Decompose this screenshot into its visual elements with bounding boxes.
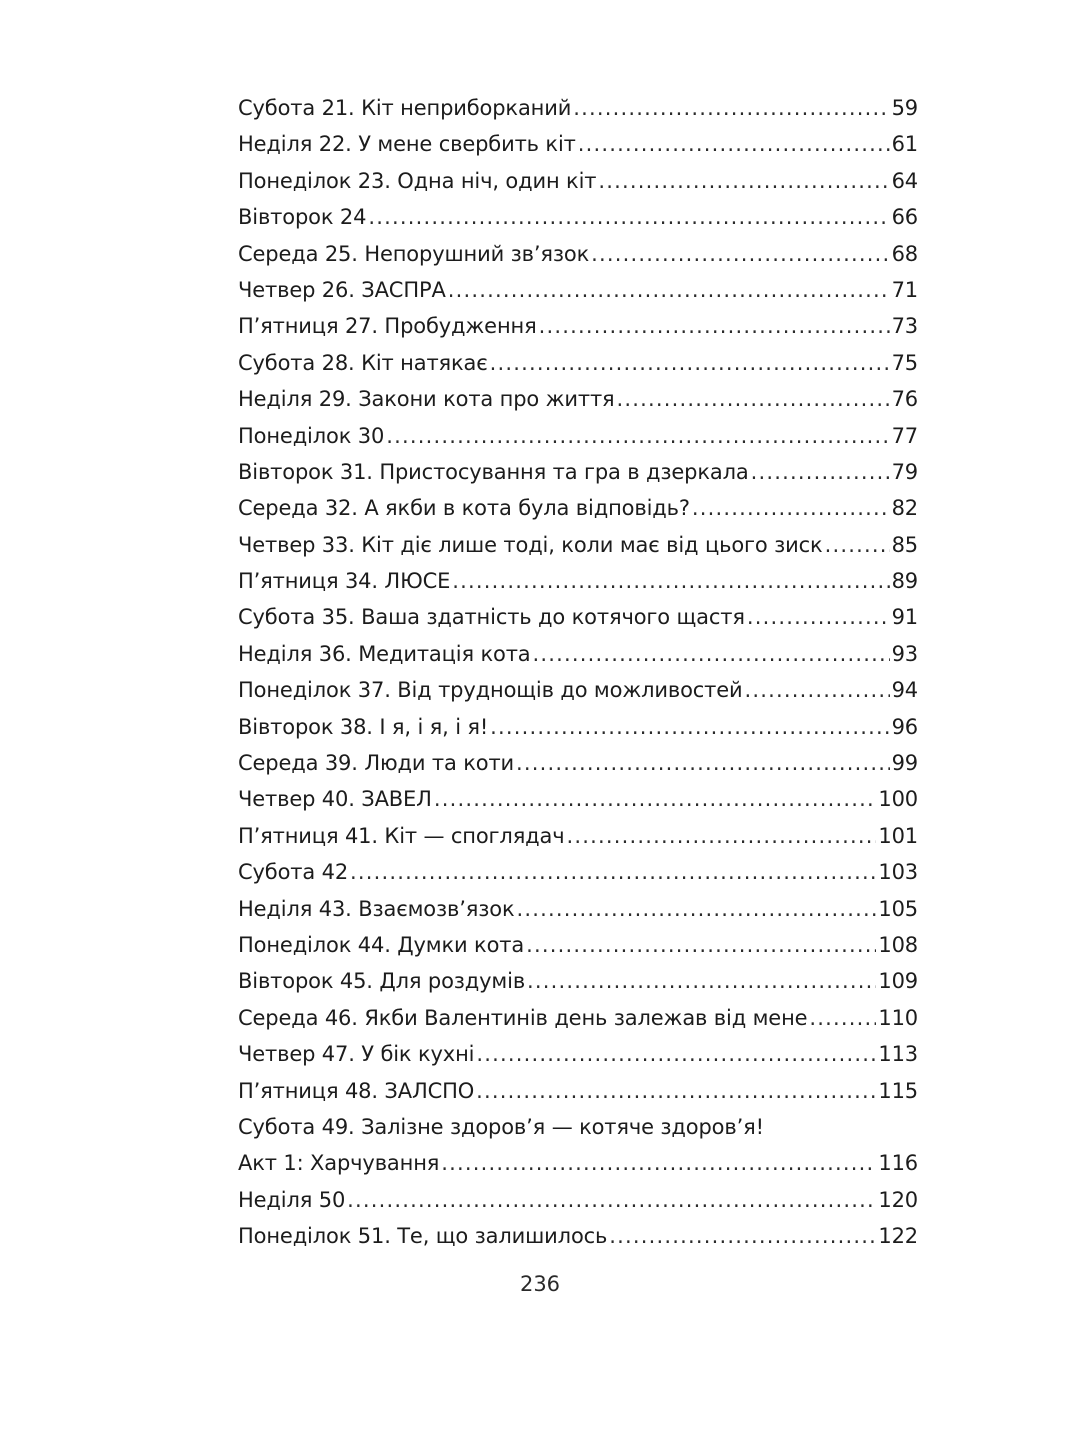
toc-entry-page-number: 116 (878, 1151, 918, 1176)
toc-dot-leader (476, 1073, 876, 1109)
toc-entry-page-number: 108 (878, 932, 918, 957)
toc-dot-leader (578, 126, 890, 162)
toc-entry-title: Субота 42 (238, 860, 349, 885)
toc-entry-page-number: 91 (891, 605, 918, 630)
toc-dot-leader (476, 1036, 876, 1072)
toc-dot-leader (692, 490, 890, 526)
toc-dot-leader (591, 236, 889, 272)
toc-entry-title: Неділя 29. Закони кота про життя (238, 387, 615, 412)
toc-entry-title: Неділя 22. У мене свербить кіт (238, 132, 576, 157)
toc-entry-title: Субота 21. Кіт неприборканий (238, 96, 572, 120)
toc-entry-page-number: 82 (891, 496, 918, 521)
table-of-contents (238, 90, 918, 1255)
toc-entry-title: Понеділок 51. Те, що залишилось (238, 1224, 608, 1249)
toc-dot-leader (751, 454, 890, 490)
toc-entry (238, 854, 918, 890)
toc-entry-page-number: 101 (878, 823, 918, 848)
toc-dot-leader (452, 563, 889, 599)
toc-entry (238, 490, 918, 526)
toc-entry-title: П’ятниця 41. Кіт — споглядач (238, 823, 565, 848)
toc-entry-page-number: 113 (878, 1042, 918, 1067)
toc-entry (238, 927, 918, 963)
toc-entry (238, 781, 918, 817)
toc-entry-page-number: 59 (891, 96, 918, 120)
toc-entry (238, 163, 918, 199)
toc-entry-title: Четвер 26. ЗАСПРА (238, 277, 446, 302)
toc-entry-title: Середа 39. Люди та коти (238, 751, 515, 776)
toc-entry (238, 1182, 918, 1218)
toc-entry-page-number: 110 (878, 1005, 918, 1030)
toc-entry (238, 745, 918, 781)
toc-dot-leader (516, 745, 890, 781)
toc-entry (238, 199, 918, 235)
toc-entry (238, 308, 918, 344)
toc-entry (238, 1145, 918, 1181)
toc-entry-title: П’ятниця 34. ЛЮСЕ (238, 569, 451, 594)
toc-entry (238, 1073, 918, 1109)
toc-entry-title: Четвер 40. ЗАВЕЛ (238, 787, 432, 812)
toc-entry-title: Субота 49. Залізне здоров’я — котяче здоров’я! (238, 1114, 764, 1139)
toc-dot-leader (526, 927, 876, 963)
toc-entry (238, 818, 918, 854)
toc-entry (238, 636, 918, 672)
toc-entry (238, 672, 918, 708)
toc-dot-leader (567, 818, 877, 854)
toc-entry-title: Вівторок 38. І я, і я, і я! (238, 714, 489, 739)
toc-entry-page-number: 64 (891, 168, 918, 193)
toc-entry (238, 527, 918, 563)
toc-entry-page-number: 96 (891, 714, 918, 739)
toc-entry (238, 891, 918, 927)
toc-entry-title: Середа 46. Якби Валентинів день залежав від мене (238, 1005, 808, 1030)
toc-entry (238, 236, 918, 272)
toc-entry-title: Середа 25. Непорушний зв’язок (238, 241, 590, 266)
toc-entry-page-number: 71 (891, 277, 918, 302)
toc-entry-page-number: 93 (891, 641, 918, 666)
toc-entry-title: Неділя 36. Медитація кота (238, 641, 531, 666)
page-number: 236 (519, 1272, 561, 1296)
toc-entry (238, 126, 918, 162)
toc-entry-page-number: 76 (891, 387, 918, 412)
toc-dot-leader (448, 272, 890, 308)
toc-entry-page-number: 109 (878, 969, 918, 994)
toc-entry-page-number: 103 (878, 860, 918, 885)
toc-entry-title: Четвер 47. У бік кухні (238, 1042, 475, 1067)
toc-entry-title: Понеділок 30 (238, 423, 385, 448)
toc-entry-title: Понеділок 37. Від труднощів до можливостей (238, 678, 743, 703)
toc-entry-page-number: 105 (878, 896, 918, 921)
toc-entry-title: Понеділок 23. Одна ніч, один кіт (238, 168, 597, 193)
toc-entry-page-number: 61 (891, 132, 918, 157)
toc-entry-page-number: 94 (891, 678, 918, 703)
toc-entry-title: Субота 28. Кіт натякає (238, 350, 488, 375)
toc-dot-leader (617, 381, 890, 417)
toc-dot-leader (609, 1218, 876, 1254)
toc-dot-leader (350, 854, 876, 890)
toc-entry (238, 345, 918, 381)
toc-dot-leader (809, 1000, 876, 1036)
toc-entry-page-number: 99 (891, 751, 918, 776)
toc-dot-leader (368, 199, 889, 235)
toc-entry-page-number: 75 (891, 350, 918, 375)
toc-entry (238, 272, 918, 308)
toc-entry-title: Акт 1: Харчування (238, 1151, 440, 1176)
toc-entry (238, 381, 918, 417)
toc-dot-leader (533, 636, 890, 672)
toc-dot-leader (598, 163, 889, 199)
toc-entry (238, 709, 918, 745)
toc-entry-page-number: 100 (878, 787, 918, 812)
toc-dot-leader (747, 599, 890, 635)
toc-dot-leader (825, 527, 890, 563)
toc-entry (238, 418, 918, 454)
toc-entry-title: Середа 32. А якби в кота була відповідь? (238, 496, 690, 521)
toc-entry-page-number: 73 (891, 314, 918, 339)
toc-entry-title: Понеділок 44. Думки кота (238, 932, 525, 957)
toc-entry (238, 599, 918, 635)
toc-entry (238, 90, 918, 126)
toc-entry-title: Четвер 33. Кіт діє лише тоді, коли має від цього зиск (238, 532, 823, 557)
toc-entry (238, 1036, 918, 1072)
toc-dot-leader (490, 345, 890, 381)
toc-dot-leader (441, 1145, 876, 1181)
toc-entry-page-number: 89 (891, 569, 918, 594)
toc-entry-page-number: 66 (891, 205, 918, 230)
toc-entry-title: Неділя 43. Взаємозв’язок (238, 896, 515, 921)
toc-entry-title: П’ятниця 27. Пробудження (238, 314, 537, 339)
toc-entry-page-number: 122 (878, 1224, 918, 1249)
toc-entry (238, 454, 918, 490)
toc-entry-page-number: 77 (891, 423, 918, 448)
toc-entry-title: Субота 35. Ваша здатність до котячого щастя (238, 605, 745, 630)
toc-dot-leader (490, 709, 889, 745)
toc-entry-title: Неділя 50 (238, 1187, 346, 1212)
toc-entry-title: Вівторок 24 (238, 205, 367, 230)
toc-dot-leader (527, 963, 876, 999)
toc-entry-page-number: 85 (891, 532, 918, 557)
toc-entry-title: П’ятниця 48. ЗАЛСПО (238, 1078, 475, 1103)
toc-entry-page-number: 115 (878, 1078, 918, 1103)
toc-dot-leader (516, 891, 876, 927)
toc-entry (238, 1109, 918, 1145)
toc-entry-page-number: 68 (891, 241, 918, 266)
toc-dot-leader (745, 672, 890, 708)
toc-entry (238, 963, 918, 999)
toc-entry-page-number: 79 (891, 459, 918, 484)
toc-entry-title: Вівторок 31. Пристосування та гра в дзеркала (238, 459, 749, 484)
toc-dot-leader (434, 781, 877, 817)
toc-entry (238, 563, 918, 599)
toc-entry (238, 1000, 918, 1036)
toc-entry (238, 1218, 918, 1254)
toc-dot-leader (347, 1182, 876, 1218)
toc-entry-page-number: 120 (878, 1187, 918, 1212)
toc-dot-leader (386, 418, 889, 454)
toc-entry-title: Вівторок 45. Для роздумів (238, 969, 526, 994)
toc-dot-leader (573, 90, 889, 126)
toc-dot-leader (539, 308, 890, 344)
